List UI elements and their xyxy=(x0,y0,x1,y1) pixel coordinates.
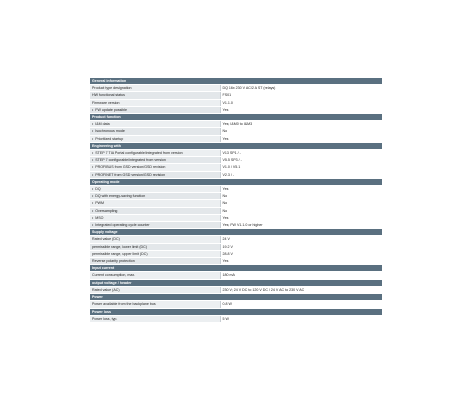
spec-row xyxy=(90,214,382,221)
spec-value: 180 mA xyxy=(220,272,382,279)
spec-row xyxy=(90,99,382,106)
spec-value: Yes xyxy=(220,258,382,265)
spec-row xyxy=(90,92,382,99)
spec-row xyxy=(90,193,382,200)
spec-row xyxy=(90,258,382,265)
spec-label: • DQ xyxy=(90,186,220,193)
spec-table xyxy=(90,78,382,323)
section-header xyxy=(90,308,382,315)
spec-row xyxy=(90,315,382,322)
spec-label: • I&M data xyxy=(90,121,220,128)
spec-row xyxy=(90,135,382,142)
spec-value: Yes xyxy=(220,106,382,113)
spec-value: DQ 16x 230 V AC/2 A ST (relays) xyxy=(220,85,382,92)
spec-label: • PROFINET from GSD version/GSD revision xyxy=(90,171,220,178)
spec-row xyxy=(90,121,382,128)
spec-row xyxy=(90,85,382,92)
spec-label: Rated value (DC) xyxy=(90,236,220,243)
spec-row xyxy=(90,171,382,178)
spec-row xyxy=(90,272,382,279)
spec-value: 19.2 V xyxy=(220,243,382,250)
spec-row xyxy=(90,222,382,229)
spec-value: No xyxy=(220,200,382,207)
spec-value: V1.1.0 xyxy=(220,99,382,106)
spec-label: Rated value (AC) xyxy=(90,286,220,293)
section-title: output voltage / header xyxy=(90,279,382,286)
spec-value: 28.8 V xyxy=(220,250,382,257)
spec-value: V5.5 SP3 / - xyxy=(220,157,382,164)
spec-value: Yes xyxy=(220,186,382,193)
spec-value: Yes xyxy=(220,135,382,142)
spec-row xyxy=(90,207,382,214)
spec-value: 24 V xyxy=(220,236,382,243)
spec-value: Yes; I&M0 to I&M3 xyxy=(220,121,382,128)
spec-value: Yes xyxy=(220,214,382,221)
spec-label: HW functional status xyxy=(90,92,220,99)
spec-row xyxy=(90,286,382,293)
section-title: General information xyxy=(90,78,382,85)
spec-label: Product type designation xyxy=(90,85,220,92)
section-header xyxy=(90,114,382,121)
spec-label: Current consumption, max. xyxy=(90,272,220,279)
section-header xyxy=(90,178,382,185)
section-header xyxy=(90,279,382,286)
section-title: Input current xyxy=(90,265,382,272)
spec-label: permissible range, lower limit (DC) xyxy=(90,243,220,250)
spec-row xyxy=(90,236,382,243)
spec-label: • Prioritized startup xyxy=(90,135,220,142)
section-title: Product function xyxy=(90,114,382,121)
spec-label: • Oversampling xyxy=(90,207,220,214)
section-title: Power loss xyxy=(90,308,382,315)
spec-label: Reverse polarity protection xyxy=(90,258,220,265)
spec-label: • FW update possible xyxy=(90,106,220,113)
spec-value: FS01 xyxy=(220,92,382,99)
spec-row xyxy=(90,150,382,157)
spec-label: • Integrated operating cycle counter xyxy=(90,222,220,229)
spec-label: Power available from the backplane bus xyxy=(90,301,220,308)
spec-value: V2.3 / - xyxy=(220,171,382,178)
spec-value: 5 W xyxy=(220,315,382,322)
spec-label: • MSO xyxy=(90,214,220,221)
section-header xyxy=(90,229,382,236)
spec-row xyxy=(90,186,382,193)
spec-label: • PWM xyxy=(90,200,220,207)
section-title: Engineering with xyxy=(90,142,382,149)
spec-value: Yes; FW V1.1.0 or higher xyxy=(220,222,382,229)
section-header xyxy=(90,294,382,301)
spec-label: Power loss, typ. xyxy=(90,315,220,322)
spec-value: No xyxy=(220,207,382,214)
section-header xyxy=(90,142,382,149)
spec-value: V1.0 / V5.1 xyxy=(220,164,382,171)
spec-row xyxy=(90,250,382,257)
spec-label: • STEP 7 TIA Portal configurable/integrated from version xyxy=(90,150,220,157)
section-title: Power xyxy=(90,294,382,301)
spec-label: • Isochronous mode xyxy=(90,128,220,135)
spec-row xyxy=(90,243,382,250)
spec-value: No xyxy=(220,128,382,135)
spec-value: 230 V; 24 V DC to 120 V DC / 24 V AC to 230 V AC xyxy=(220,286,382,293)
spec-row xyxy=(90,106,382,113)
spec-label: • PROFIBUS from GSD version/GSD revision xyxy=(90,164,220,171)
section-title: Operating mode xyxy=(90,178,382,185)
spec-label: • DQ with energy-saving function xyxy=(90,193,220,200)
spec-row xyxy=(90,128,382,135)
section-header xyxy=(90,78,382,85)
spec-label: permissible range, upper limit (DC) xyxy=(90,250,220,257)
spec-value: 0.8 W xyxy=(220,301,382,308)
spec-value: No xyxy=(220,193,382,200)
section-title: Supply voltage xyxy=(90,229,382,236)
spec-label: Firmware version xyxy=(90,99,220,106)
spec-table-body xyxy=(90,78,382,322)
spec-row xyxy=(90,157,382,164)
spec-row xyxy=(90,301,382,308)
spec-row xyxy=(90,200,382,207)
spec-label: • STEP 7 configurable/integrated from version xyxy=(90,157,220,164)
spec-row xyxy=(90,164,382,171)
section-header xyxy=(90,265,382,272)
spec-value: V13 SP1 / - xyxy=(220,150,382,157)
